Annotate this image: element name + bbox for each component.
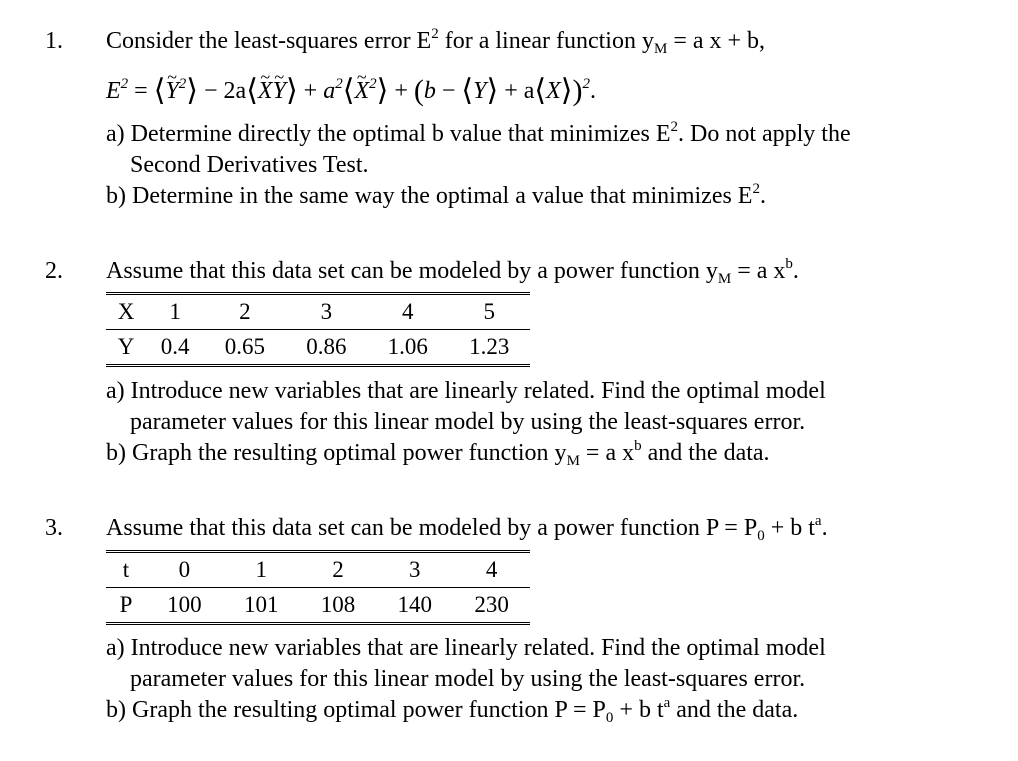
part-b: b) Determine in the same way the optimal a value that minimizes $E^2$.	[106, 181, 766, 209]
table-header-cell: Y	[106, 330, 146, 366]
part-a: a) Introduce new variables that are linearly related. Find the optimal model	[106, 378, 826, 404]
part-a: a) Introduce new variables that are linearly related. Find the optimal model	[106, 635, 826, 661]
problem-number: 3.	[45, 515, 63, 541]
part-b: b) Graph the resulting optimal power function $y_M = a$ $x^b$ and the data.	[106, 438, 770, 469]
table-cell: 101	[223, 588, 300, 624]
part-a-continued: parameter values for this linear model by using the least-squares error.	[130, 409, 806, 435]
table-cell: 2	[204, 294, 285, 330]
table-cell: 108	[300, 588, 377, 624]
part-b: b) Graph the resulting optimal power function $P = P_0 + b$ $t^a$ and the data.	[106, 695, 799, 726]
table-cell: 4	[453, 552, 530, 588]
table-cell: 2	[300, 552, 377, 588]
table-header-cell: t	[106, 552, 146, 588]
table-header-cell: X	[106, 294, 146, 330]
table-cell: 0.65	[204, 330, 285, 366]
data-table	[106, 292, 530, 367]
table-cell: 5	[449, 294, 530, 330]
table-row	[106, 588, 530, 624]
table-cell: 4	[367, 294, 448, 330]
table-cell: 0.4	[146, 330, 204, 366]
problem-statement: Assume that this data set can be modeled by a power function $y_M = a$ $x^b$.	[106, 256, 799, 287]
part-a-continued: Second Derivatives Test.	[130, 152, 369, 178]
problem-number: 1.	[45, 28, 63, 54]
table-cell: 1.23	[449, 330, 530, 366]
problem-statement: Consider the least-squares error $E^2$ for a linear function $y_M = a$ x + b,	[106, 26, 766, 57]
table-cell: 3	[376, 552, 453, 588]
part-a: a) Determine directly the optimal b value that minimizes $E^2$. Do not apply the	[106, 119, 851, 147]
table-header-cell: P	[106, 588, 146, 624]
table-cell: 0.86	[286, 330, 367, 366]
table-cell: 1	[146, 294, 204, 330]
least-squares-formula: $E^2$ = ⟨~ $Y^2⟩$ − 2a⟨~ X~ Y⟩ + $a^2⟨\sim$ $X^2⟩ + (b$ − ⟨Y⟩ + a⟨X⟩)$^2$.	[106, 74, 596, 106]
problem-number: 2.	[45, 258, 63, 284]
table-cell: 1.06	[367, 330, 448, 366]
data-table	[106, 550, 530, 625]
table-row	[106, 330, 530, 366]
table-row	[106, 294, 530, 330]
table-cell: 0	[146, 552, 223, 588]
table-cell: 3	[286, 294, 367, 330]
part-a-continued: parameter values for this linear model by using the least-squares error.	[130, 666, 806, 692]
table-cell: 140	[376, 588, 453, 624]
table-row	[106, 552, 530, 588]
problem-statement: Assume that this data set can be modeled by a power function $P = P_0 + b$ $t^a$.	[106, 513, 828, 544]
table-cell: 100	[146, 588, 223, 624]
table-cell: 1	[223, 552, 300, 588]
table-cell: 230	[453, 588, 530, 624]
